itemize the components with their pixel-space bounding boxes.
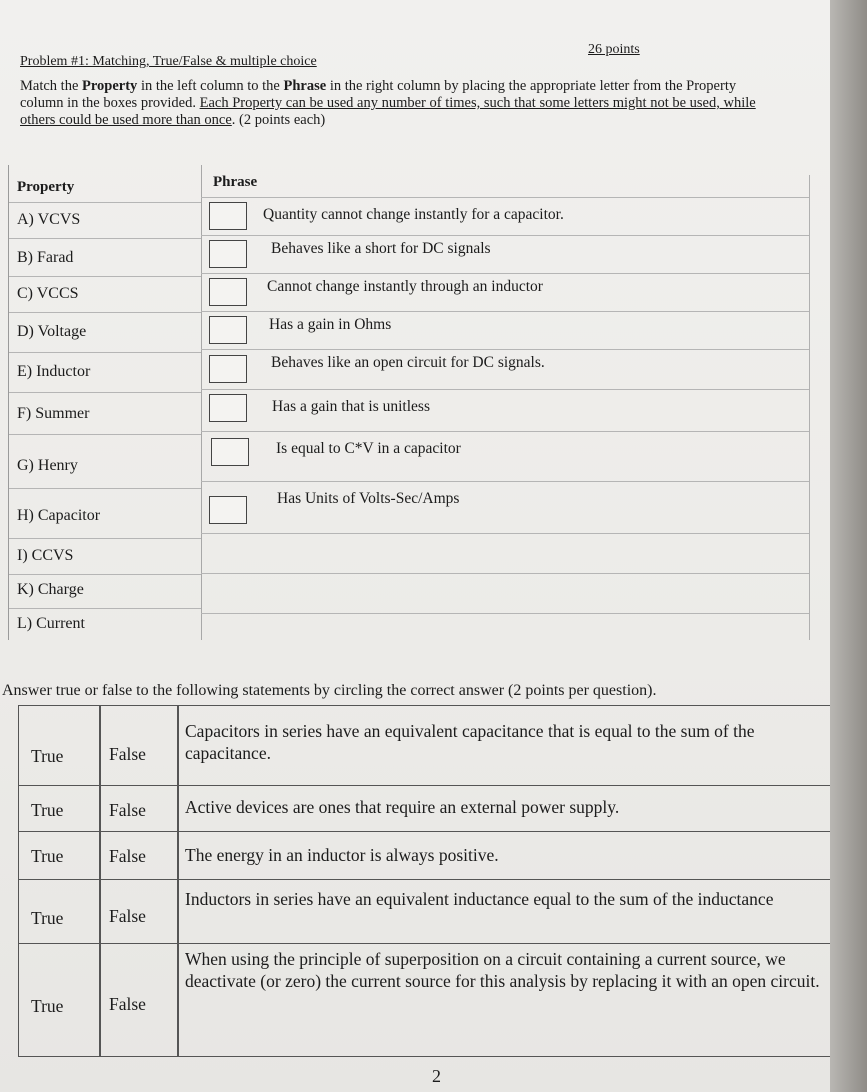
instr-text: in the right column by placing the appropriate letter from the Property column in the boxes provided. xyxy=(20,78,737,111)
table-right-border xyxy=(809,175,810,640)
phrase-row xyxy=(201,236,809,274)
instr-text: Match the xyxy=(20,78,83,94)
phrase-text: Has a gain in Ohms xyxy=(269,316,392,333)
false-option[interactable]: False xyxy=(109,906,146,926)
property-item: C) VCCS xyxy=(9,277,201,313)
property-item: A) VCVS xyxy=(9,203,201,239)
problem-header xyxy=(20,42,660,72)
phrase-row xyxy=(201,482,809,534)
property-item: I) CCVS xyxy=(9,539,201,575)
answer-box[interactable] xyxy=(209,316,247,344)
problem-title: Problem #1: Matching, True/False & multiple choice xyxy=(20,54,317,69)
tf-row xyxy=(19,880,839,944)
false-option[interactable]: False xyxy=(109,846,146,866)
answer-box[interactable] xyxy=(211,438,249,466)
phrase-row xyxy=(201,432,809,482)
table-surface-edge xyxy=(830,0,867,1092)
phrase-row-empty xyxy=(201,534,809,574)
phrase-row xyxy=(201,350,809,390)
tf-statement: Active devices are ones that require an external power supply. xyxy=(185,797,620,817)
instr-bold-property: Property xyxy=(82,78,138,94)
phrase-text: Behaves like a short for DC signals xyxy=(271,240,491,257)
property-item: D) Voltage xyxy=(9,313,201,353)
false-option[interactable]: False xyxy=(109,994,146,1014)
tf-row xyxy=(19,832,839,880)
property-item: B) Farad xyxy=(9,239,201,277)
points-label: 26 points xyxy=(588,42,640,57)
phrase-row xyxy=(201,274,809,312)
phrase-text: Is equal to C*V in a capacitor xyxy=(276,440,461,457)
tf-row xyxy=(19,944,839,1056)
true-option[interactable]: True xyxy=(31,996,64,1016)
true-option[interactable]: True xyxy=(31,800,64,820)
answer-box[interactable] xyxy=(209,394,247,422)
tf-row xyxy=(19,786,839,832)
true-option[interactable]: True xyxy=(31,908,64,928)
property-item: F) Summer xyxy=(9,393,201,435)
answer-box[interactable] xyxy=(209,496,247,524)
tf-statement: Capacitors in series have an equivalent capacitance that is equal to the sum of the capacitance. xyxy=(185,721,755,763)
phrase-row xyxy=(201,198,809,236)
phrase-text: Has a gain that is unitless xyxy=(272,398,430,415)
matching-instructions xyxy=(20,78,760,129)
instr-underlined: Each Property can be used any number of times, such that some letters might not be used, while others could be used more than once xyxy=(20,95,756,128)
tf-statement: Inductors in series have an equivalent inductance equal to the sum of the inductance xyxy=(185,889,774,909)
answer-box[interactable] xyxy=(209,202,247,230)
phrase-text: Has Units of Volts-Sec/Amps xyxy=(277,490,460,507)
property-item: H) Capacitor xyxy=(9,489,201,539)
answer-box[interactable] xyxy=(209,355,247,383)
instr-bold-phrase: Phrase xyxy=(283,78,327,94)
property-header: Property xyxy=(9,175,201,203)
tf-statement: When using the principle of superposition on a circuit containing a current source, we deactivate (or zero) the current source for this analysis by replacing it with an open circuit. xyxy=(185,949,820,991)
property-item: K) Charge xyxy=(9,575,201,609)
phrase-row xyxy=(201,390,809,432)
instr-text: in the left column to the xyxy=(137,78,284,94)
answer-box[interactable] xyxy=(209,278,247,306)
property-item: L) Current xyxy=(17,615,85,632)
property-item: E) Inductor xyxy=(9,353,201,393)
property-item: G) Henry xyxy=(9,435,201,489)
phrase-row-empty xyxy=(201,574,809,614)
tf-row xyxy=(19,706,839,786)
phrase-text: Cannot change instantly through an inductor xyxy=(267,278,543,295)
tf-statement: The energy in an inductor is always positive. xyxy=(185,845,499,865)
false-option[interactable]: False xyxy=(109,744,146,764)
instr-text: . (2 points each) xyxy=(231,112,326,128)
phrase-text: Quantity cannot change instantly for a capacitor. xyxy=(263,206,564,223)
true-false-instructions: Answer true or false to the following statements by circling the correct answer (2 points per question). xyxy=(2,682,657,699)
phrase-header: Phrase xyxy=(201,170,809,198)
phrase-text: Behaves like an open circuit for DC signals. xyxy=(271,354,545,371)
true-option[interactable]: True xyxy=(31,846,64,866)
matching-table xyxy=(8,165,817,640)
true-false-table xyxy=(18,705,840,1057)
false-option[interactable]: False xyxy=(109,800,146,820)
page-number: 2 xyxy=(432,1066,441,1086)
phrase-row xyxy=(201,312,809,350)
true-option[interactable]: True xyxy=(31,746,64,766)
answer-box[interactable] xyxy=(209,240,247,268)
